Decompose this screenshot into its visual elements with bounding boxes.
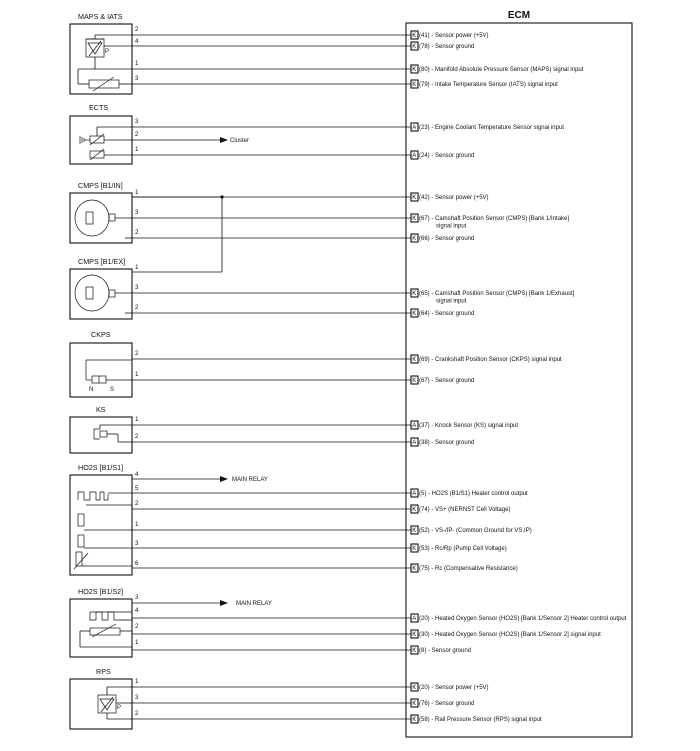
ecm-pin-label: (75) - Rc (Compensative Resistance) — [419, 566, 518, 573]
pin-number: 2 — [135, 433, 139, 440]
ecm-pin-label: (79) - Intake Temperature Sensor (IATS) signal input — [419, 82, 558, 89]
arrow-icon — [220, 476, 228, 482]
sensor-title: MAPS & IATS — [78, 12, 123, 21]
ecm-pin-label: (23) - Engine Coolant Temperature Sensor signal input — [419, 125, 564, 132]
ecm-pin-label: (67) - Sensor ground — [419, 378, 475, 385]
pin-number: 3 — [135, 694, 139, 701]
pin-number: 1 — [135, 146, 139, 153]
connector-letter: K — [412, 236, 417, 243]
pin-number: 1 — [135, 639, 139, 646]
pin-number: 1 — [135, 371, 139, 378]
connection-label: MAIN RELAY — [236, 601, 272, 607]
pin-number: 1 — [135, 521, 139, 528]
ecm-pin-label: (65) - Camshaft Position Sensor (CMPS) [Bank 1/Exhaust] — [419, 291, 575, 298]
sensor-ho2s-s2 — [70, 587, 272, 657]
ecm-pin-label: (80) - Manifold Absolute Pressure Sensor (MAPS) signal input — [419, 67, 584, 74]
pin-number: 2 — [135, 350, 139, 357]
sensor-title: RPS — [96, 667, 111, 676]
ecm-pin-label: (38) - Sensor ground — [419, 440, 475, 447]
sensor-rps — [70, 667, 132, 729]
pin-number: 3 — [135, 284, 139, 291]
ecm-pin-label: (66) - Sensor ground — [419, 236, 475, 243]
connector-letter: A — [412, 125, 417, 132]
connector-letter: A — [412, 153, 417, 160]
pin-number: 6 — [135, 560, 139, 567]
connector-letter: K — [412, 701, 417, 708]
connector-letter: K — [412, 357, 417, 364]
ecm-pin-label-cont: signal input — [436, 223, 467, 230]
ecm-pin-label: (24) - Sensor ground — [419, 153, 475, 160]
pin-number: 2 — [135, 304, 139, 311]
ecm-pin-label: (41) - Sensor power (+5V) — [419, 33, 489, 40]
sensor-title: CKPS — [91, 330, 111, 339]
pin-number: 3 — [135, 540, 139, 547]
sensor-title: HO2S [B1/S1] — [78, 463, 124, 472]
ecm-pin-label: (69) - Crankshaft Position Sensor (CKPS) signal input — [419, 357, 562, 364]
connector-letter: A — [412, 440, 417, 447]
ecm-pin-label: (20) - Heated Oxygen Sensor (HO2S) [Bank 1/Sensor 2] Heater control output — [419, 616, 627, 623]
ecm-pin-label: (5) - HO2S (B1/S1) Heater control output — [419, 491, 528, 498]
pin-number: 4 — [135, 471, 139, 478]
sensor-maps-iats — [70, 12, 132, 94]
ecm-pin-label: (78) - Sensor ground — [419, 44, 475, 51]
connector-letter: K — [412, 195, 417, 202]
pin-number: 2 — [135, 26, 139, 33]
connection-label: Cluster — [230, 138, 250, 144]
icon-letter: P — [117, 705, 122, 711]
connector-letter: K — [412, 44, 417, 51]
connector-letter: K — [412, 528, 417, 535]
icon-letter: P — [105, 49, 110, 55]
ecm-pin-label: (64) - Sensor ground — [419, 311, 475, 318]
sensor-ckps — [70, 330, 132, 397]
arrow-icon — [220, 137, 228, 143]
connector-letter: K — [412, 67, 417, 74]
pin-number: 2 — [135, 131, 139, 138]
pin-number: 1 — [135, 678, 139, 685]
connector-letter: K — [412, 717, 417, 724]
sensor-title: CMPS [B1/IN] — [78, 181, 123, 190]
connector-letter: A — [412, 423, 417, 430]
ecm-pin-label: (58) - Rail Pressure Sensor (RPS) signal input — [419, 717, 542, 724]
sensor-ho2s-s1 — [70, 463, 268, 575]
ecm-pin-label: (52) - VS-/IP- (Common Ground for VS,IP) — [419, 528, 532, 535]
connector-letter: K — [412, 291, 417, 298]
pin-number: 1 — [135, 60, 139, 67]
ecm-pin-label: (8) - Sensor ground — [419, 648, 472, 655]
connector-letter: K — [412, 378, 417, 385]
pin-number: 4 — [135, 607, 139, 614]
ecm-pin-label: (42) - Sensor power (+5V) — [419, 195, 489, 202]
arrow-icon — [220, 600, 228, 606]
pin-number: 3 — [135, 75, 139, 82]
ecm-pin-label: (20) - Sensor power (+5V) — [419, 685, 489, 692]
pole-s: S — [110, 387, 115, 393]
pin-number: 5 — [135, 485, 139, 492]
sensor-ks — [70, 405, 132, 453]
pin-number: 2 — [135, 229, 139, 236]
ecm-pin-label: (67) - Camshaft Position Sensor (CMPS) [Bank 1/Intake] — [419, 216, 570, 223]
ecm-pin-label: (53) - Rc/Rp (Pump Cell Voltage) — [419, 546, 507, 553]
connector-letter: K — [412, 632, 417, 639]
pin-number: 3 — [135, 594, 139, 601]
pin-number: 2 — [135, 710, 139, 717]
connector-letter: A — [412, 491, 417, 498]
connector-letter: K — [412, 82, 417, 89]
sensor-cmps-in — [70, 181, 132, 243]
connector-letter: K — [412, 311, 417, 318]
pin-number: 2 — [135, 500, 139, 507]
sensor-title: HO2S [B1/S2] — [78, 587, 124, 596]
connector-letter: K — [412, 685, 417, 692]
sensor-title: CMPS [B1/EX] — [78, 257, 126, 266]
pin-number: 1 — [135, 189, 139, 196]
ecm-title: ECM — [507, 10, 531, 21]
connector-letter: K — [412, 33, 417, 40]
ecm-pin-label: (76) - Sensor ground — [419, 701, 475, 708]
ecm-pin-label: (30) - Heated Oxygen Sensor (HO2S) [Bank 1/Sensor 2] signal input — [419, 632, 601, 639]
sensor-title: KS — [96, 405, 106, 414]
connector-letter: K — [412, 216, 417, 223]
connector-letter: K — [412, 566, 417, 573]
connector-letter: K — [412, 546, 417, 553]
pin-number: 1 — [135, 264, 139, 271]
pin-number: 3 — [135, 118, 139, 125]
pin-number: 2 — [135, 623, 139, 630]
connection-label: MAIN RELAY — [232, 477, 268, 483]
pin-number: 3 — [135, 209, 139, 216]
pin-number: 4 — [135, 38, 139, 45]
pole-n: N — [89, 387, 94, 393]
sensor-title: ECTS — [89, 103, 109, 112]
ecm-pin-label-cont: signal input — [436, 298, 467, 305]
ecm-pin-label: (37) - Knock Sensor (KS) signal input — [419, 423, 519, 430]
connector-letter: K — [412, 648, 417, 655]
pin-number: 1 — [135, 416, 139, 423]
ecm-pin-label: (74) - VS+ (NERNST Cell Voltage) — [419, 507, 511, 514]
connector-letter: K — [412, 507, 417, 514]
connector-letter: A — [412, 616, 417, 623]
